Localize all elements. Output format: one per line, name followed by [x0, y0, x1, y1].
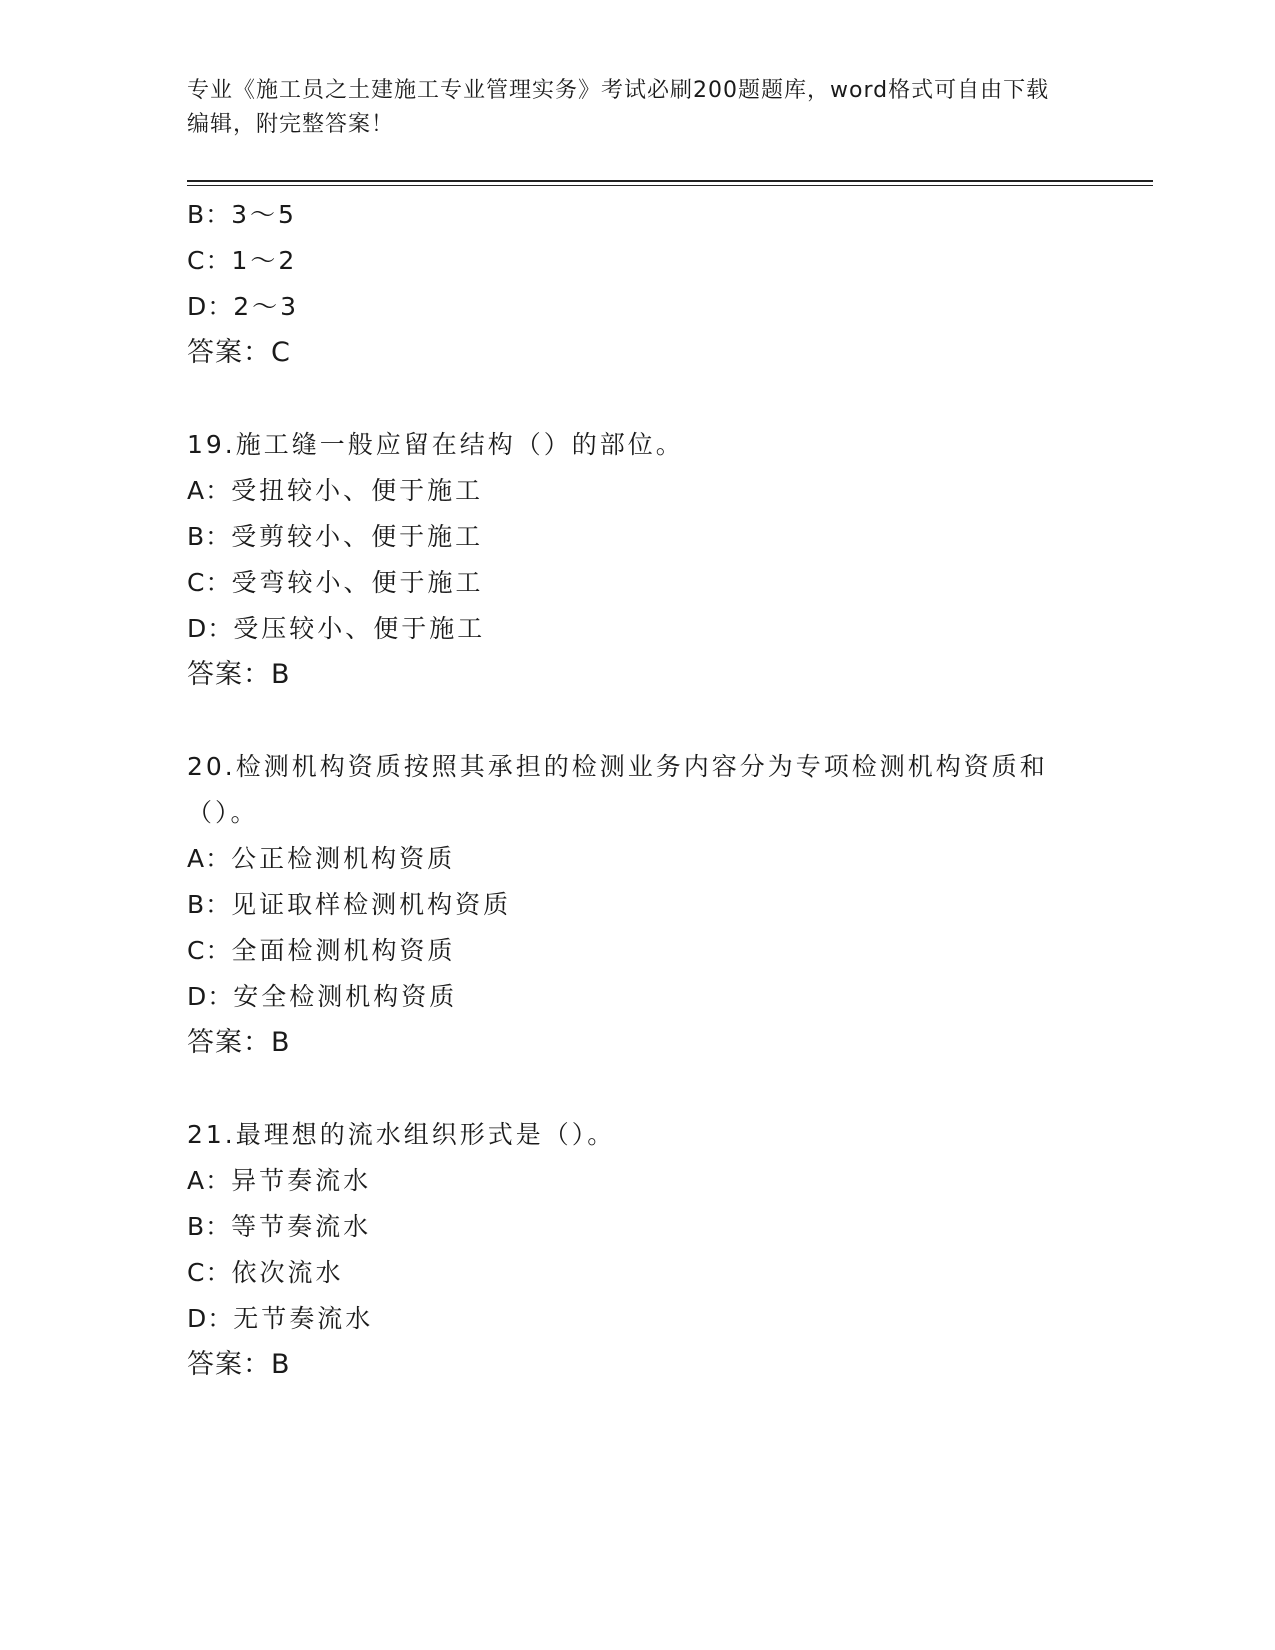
option-letter: D： — [187, 292, 234, 321]
question-text: 20.检测机构资质按照其承担的检测业务内容分为专项检测机构资质和（）。 — [187, 752, 1048, 827]
option-d — [187, 606, 1087, 652]
option-d — [187, 284, 1087, 330]
option-text: 见证取样检测机构资质 — [231, 890, 512, 919]
option-c — [187, 238, 1087, 284]
header-rule-thick — [187, 180, 1153, 182]
option-text: 受压较小、便于施工 — [233, 614, 486, 643]
option-letter: C： — [187, 568, 232, 597]
option-letter: C： — [187, 936, 232, 965]
option-text: 3～5 — [231, 200, 297, 229]
option-letter: A： — [187, 476, 232, 505]
spacer — [187, 698, 1087, 744]
option-letter: C： — [187, 1258, 232, 1287]
option-text: 受扭较小、便于施工 — [231, 476, 484, 505]
option-b — [187, 882, 1087, 928]
option-d — [187, 1296, 1087, 1342]
option-text: 受弯较小、便于施工 — [231, 568, 484, 597]
answer-line: 答案：B — [187, 659, 291, 690]
option-a — [187, 836, 1087, 882]
option-text: 等节奏流水 — [231, 1212, 372, 1241]
question-text: 19.施工缝一般应留在结构（）的部位。 — [187, 430, 684, 459]
spacer — [187, 376, 1087, 422]
option-b — [187, 1204, 1087, 1250]
option-b — [187, 192, 1087, 238]
option-text: 无节奏流水 — [233, 1304, 374, 1333]
option-text: 依次流水 — [231, 1258, 344, 1287]
option-letter: B： — [187, 522, 232, 551]
option-a — [187, 468, 1087, 514]
option-letter: B： — [187, 890, 232, 919]
question-content — [187, 192, 1087, 1388]
question-text: 21.最理想的流水组织形式是（）。 — [187, 1120, 616, 1149]
answer-line: 答案：B — [187, 1027, 291, 1058]
option-text: 受剪较小、便于施工 — [231, 522, 484, 551]
option-a — [187, 1158, 1087, 1204]
option-letter: A： — [187, 1166, 232, 1195]
document-header: 专业《施工员之土建施工专业管理实务》考试必刷200题题库，word格式可自由下载编辑，附完整答案！ — [187, 78, 1050, 137]
answer-line: 答案：B — [187, 1349, 291, 1380]
option-letter: D： — [187, 1304, 234, 1333]
option-letter: B： — [187, 200, 232, 229]
option-text: 2～3 — [233, 292, 300, 321]
option-text: 公正检测机构资质 — [231, 844, 456, 873]
option-text: 异节奏流水 — [231, 1166, 372, 1195]
option-letter: D： — [187, 982, 234, 1011]
option-text: 安全检测机构资质 — [233, 982, 458, 1011]
option-letter: C： — [187, 246, 232, 275]
option-text: 1～2 — [231, 246, 298, 275]
option-letter: B： — [187, 1212, 232, 1241]
option-letter: A： — [187, 844, 232, 873]
option-d — [187, 974, 1087, 1020]
option-c — [187, 1250, 1087, 1296]
header-rule-thin — [187, 185, 1153, 186]
option-c — [187, 560, 1087, 606]
option-c — [187, 928, 1087, 974]
option-text: 全面检测机构资质 — [231, 936, 456, 965]
spacer — [187, 1066, 1087, 1112]
option-b — [187, 514, 1087, 560]
option-letter: D： — [187, 614, 234, 643]
answer-line: 答案：C — [187, 337, 291, 368]
